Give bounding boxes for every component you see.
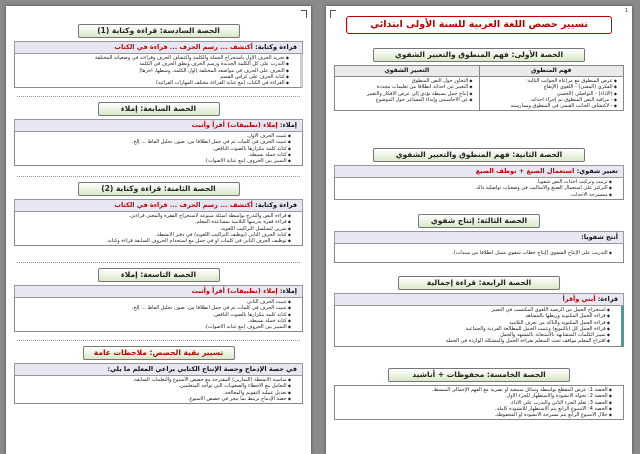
- list-item: ◆ إنتاج جمل بسيطة تؤدي إلى عرض الأفكار والتعبير: [337, 91, 473, 97]
- list-item: ◆ استخراج الجمل من الرصيد اللغوي المكتسب في التعبير: [338, 307, 610, 313]
- list-item: ◆ الحصة 4: الأسبوع الرابع يتم الاستظهار للأنشودة كاملة.: [338, 406, 612, 412]
- section-subtitle: أنتج شفويا:: [334, 231, 624, 244]
- list-item: ◆ تمرين لتسلسل التراكيب اللغوية.: [18, 226, 291, 232]
- section-subtitle: قراءة وكتابة: أكتشف ... رسم الحرف ... قراءة في الكتاب: [14, 41, 303, 54]
- section-subtitle: قراءة: أبني وأقرأ: [334, 293, 624, 306]
- divider: [17, 96, 300, 98]
- list-item: ◆ التدرب على كل الكلمة الجديدة ورسم الحرف ونطق الحرف في الكلمة: [18, 61, 289, 67]
- table-column: [479, 66, 624, 110]
- list-item: ◆ تجريد الحرف الأول باستخراج الجملة والكلمة واكتشاف الحرف وقراءته في وضعياته المختلفة: [18, 55, 289, 61]
- section-title: الحصة السابعة: إملاء: [98, 102, 220, 116]
- list-item: ◆ الحصة 1: عرض المقطع بواسطة وسائل سمعية أو بصرية مع الفهم الإجمالي المبسط.: [338, 387, 612, 393]
- section-session-7: [14, 102, 303, 166]
- section-body: [334, 385, 624, 420]
- section-subtitle: قراءة وكتابة: أكتشف ... رسم الحرف ... قراءة في الكتاب: [14, 199, 303, 212]
- list-item: ◆ قراءة الجمل كل (بالتنويع) وتثبيت الجمل للمطالعة الفردية والجماعية: [338, 326, 610, 332]
- section-session-4: [334, 276, 624, 347]
- list-item: ◆ تمييز الكلمات المتشابهة بالاستعانة بالمشهد والجمل: [338, 332, 610, 338]
- section-subtitle: إملاء: إملاء (تطبيقات) أقرأ وأثبت: [14, 119, 303, 132]
- section-body: [14, 212, 303, 246]
- list-item: ◆ الحصة 2: تحولة الأنشودة والاستظهار للجزء الأول.: [338, 393, 612, 399]
- section-body: [14, 376, 303, 404]
- page-right: [326, 6, 632, 454]
- section-session-5: [334, 368, 624, 420]
- list-item: ◆ ممسرحة الأحداث.: [338, 192, 612, 198]
- section-title: الحصة الأولى: فهم المنطوق والتعبير الشفوي: [373, 48, 585, 62]
- divider: [17, 340, 300, 342]
- page-title: تسيير حصص اللغة العربية للسنة الأولى ابتدائي: [346, 16, 612, 34]
- list-item: ◆ قراءة الجمل المكتوبة وربطها بالمشاهد: [338, 313, 610, 319]
- list-item: ◆ عرض المنطوق مع مراعاة الجوانب التالية:: [482, 78, 618, 84]
- list-item: ◆ تثبيت الحرف الثاني: [18, 299, 291, 305]
- list-item: ◆ قراءة الجمل المكتوبة والتأكد من تعرف التلاميذ: [338, 320, 610, 326]
- section-session-9: [14, 268, 303, 332]
- list-item: ◆ التركيز على استعمال الصيغ والأساليب في وضعيات تواصلية دالة.: [338, 185, 612, 191]
- page-corner-mark: [301, 10, 307, 18]
- section-body: [334, 244, 624, 263]
- list-item: ◆ - لاكتشاف الجانب القيمي في المنطوق وممارسته: [482, 103, 618, 109]
- section-general-notes: [14, 346, 303, 404]
- page-corner-mark: [330, 10, 336, 18]
- list-item: ◆ الفكري (المعنى) - اللغوي (الإيقاع: [482, 84, 618, 90]
- table-column: [335, 66, 479, 110]
- divider: [17, 262, 300, 264]
- column-header: التعبير الشفوي: [335, 66, 479, 77]
- section-session-3: [334, 214, 624, 263]
- list-item: ◆ كتابة جملة بسيطة.: [18, 152, 291, 158]
- list-item: ◆ قراءة فقرة يدرسها التلاميذ بمساعدة المعلم.: [18, 219, 291, 225]
- section-title: الحصة الثامنة: قراءة وكتابة (2): [78, 182, 240, 196]
- two-column-table: [334, 65, 624, 111]
- section-title: الحصة التاسعة: إملاء: [98, 268, 220, 282]
- section-title: الحصة الخامسة: محفوظات + أناشيد: [388, 368, 570, 382]
- column-header: فهم المنطوق: [480, 66, 624, 77]
- section-title: تسيير بقية الحصص: ملاحظات عامة: [83, 346, 235, 360]
- list-item: ◆ التعامل مع الأخطاء والصعوبات التي تواجه المتعلمين.: [18, 383, 291, 389]
- list-item: ◆ الحصة 3: تعلم الجزء الثاني والتدرب على الأداء.: [338, 400, 612, 406]
- list-item: ◆ التعرف على الحرف في مواضعه المختلفة (أول الكلمة، وسطها، آخرها): [18, 68, 289, 74]
- list-item: ◆ التمييز بين الحروف (مع عناية الأصوات).: [18, 324, 291, 330]
- section-session-1: [334, 48, 624, 111]
- divider: [17, 176, 300, 178]
- list-item: ◆ - مراقبة النص المنطوق ثم إجراء أحداثه.: [482, 97, 618, 103]
- list-item: ◆ التمييز بين الحروف (مع عناية الأصوات).: [18, 158, 291, 164]
- section-body: [14, 298, 303, 332]
- list-item: ◆ القراءة في الكتاب (مع عناية القراءة مختلف المهارات القرائية): [18, 80, 289, 86]
- list-item: ◆ تثبيت الحرف الأول.: [18, 133, 291, 139]
- section-body: [14, 132, 303, 166]
- section-session-2: [334, 148, 624, 200]
- section-body: [334, 306, 624, 347]
- page-left: [6, 6, 311, 454]
- list-item: ◆ كتابة كلمة بتكرارها بالصوت الناقص.: [18, 146, 291, 152]
- list-item: ◆ كتابة كلمة بتكرارها بالصوت الناقص.: [18, 312, 291, 318]
- section-session-8: [14, 182, 303, 246]
- list-item: ◆ (الأداء) - التواصلي (الحسي: [482, 91, 618, 97]
- list-item: ◆ تثبيت الحرف في كلمات ثم في جمل انطلاقا من: صور، تحليل الفاظ ... إلخ.: [18, 305, 291, 311]
- section-body: [334, 178, 624, 200]
- list-item: ◆ حصة الإدماج ترتبط بما ينجز في حصص الأسبوع.: [18, 396, 291, 402]
- page-number: 1: [624, 8, 628, 14]
- list-item: ◆ التدريب على الإنتاج الشفوي (إنتاج خطاب شفوي ممثل انطلاقا من سندات).: [338, 250, 612, 256]
- list-item: ◆ كتابة الحرف الثاني (توظيف التراكيب اللغوية) في دفتر الأنشطة.: [18, 232, 291, 238]
- list-item: ◆ ترتيب وتركيب أحداث النص شفويا.: [338, 179, 612, 185]
- list-item: ◆ اقتراح المعلم مواقف تحث المتعلم بقراءة الجمل والمشكلة الواردة في الجملة: [338, 338, 610, 344]
- list-item: ◆ مناسبة الأنشطة (التمارين) المقترحة مع حصص الأسبوع والتعلمات السابقة.: [18, 377, 291, 383]
- list-item: ◆ توظيف الحرف الثاني في كلمات أو في جمل مع استخدام الحروف السابقة قراءة وكتابة.: [18, 238, 291, 244]
- list-item: ◆ التحاور حول النص المنطوق: [337, 78, 473, 84]
- section-title: الحصة السادسة: قراءة وكتابة (1): [78, 24, 240, 38]
- section-title: الحصة الثانية: فهم المنطوق والتعبير الشفوي: [373, 148, 585, 162]
- section-title: الحصة الثالثة: إنتاج شفوي: [418, 214, 540, 228]
- list-item: ◆ عن الأحاسيس وإبداء المشاعر حول الموضوع: [337, 97, 473, 103]
- list-item: ◆ قراءة النص والتدرج بواسطة أسئلة متنوعة لاستخراج الفقرة والمعنى قراءتي.: [18, 213, 291, 219]
- list-item: ◆ تثبيت الحرف في كلمات ثم في جمل انطلاقا من: صور، تحليل الفاظ ... إلخ.: [18, 139, 291, 145]
- section-subtitle: إملاء: إملاء (تطبيقات) أقرأ وأثبت: [14, 285, 303, 298]
- list-item: ◆ التعبير عن أحداثه انطلاقا من تعليمات محددة: [337, 84, 473, 90]
- list-item: ◆ كتابة الحرف على كراس القسم: [18, 74, 289, 80]
- list-item: ◆ خلال الأسبوع الرابع يتم مسرحة الأنشودة أو المحفوظة.: [338, 412, 612, 418]
- section-subtitle: في حصة الإدماج وحصة الإنتاج الكتابي يراعي المعلم ما يلي:: [14, 363, 303, 376]
- section-session-6: [14, 24, 303, 88]
- section-body: [14, 54, 303, 88]
- section-subtitle: تعبير شفوي: استعمال الصيغ + توظف الصيغ: [334, 165, 624, 178]
- list-item: ◆ كتابة جملة بسيطة.: [18, 318, 291, 324]
- section-title: الحصة الرابعة: قراءة إجمالية: [398, 276, 560, 290]
- list-item: ◆ تعديل عملية التقويم والمعالجة.: [18, 390, 291, 396]
